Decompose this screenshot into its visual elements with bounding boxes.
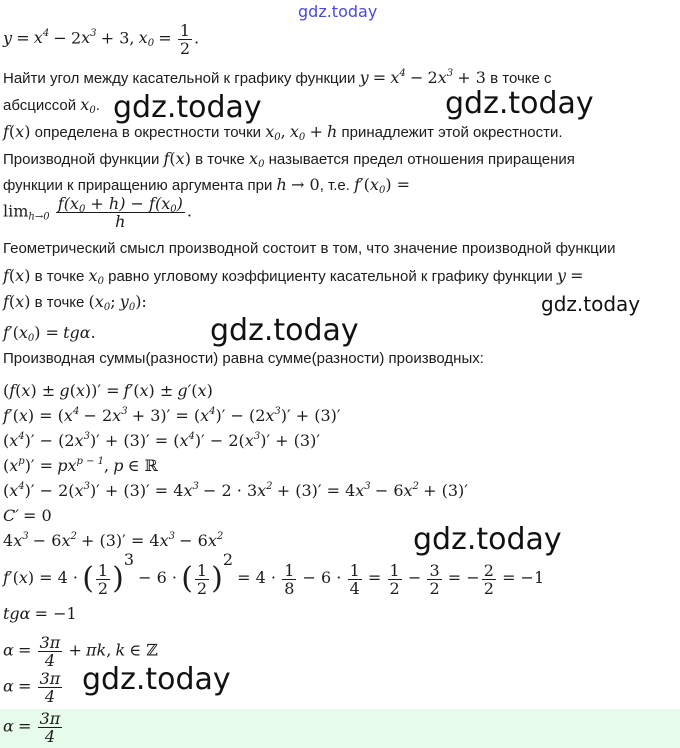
formula-const-factor: $(x^4)' - (2x^3)' + (3)' = (x^4)' - 2(x^3)' + (3)'$ [3, 431, 320, 450]
limit-formula: $\lim_{h\to 0}$ $\frac{f(x_0 + h) - f(x_0)}{h}$ . [3, 194, 192, 231]
geometric-meaning-3: f(x) в точке ($x_0$; $y_0$): [3, 292, 147, 313]
watermark: gdz.today [113, 90, 262, 125]
formula-result: $4x^3 - 6x^2 + (3)' = 4x^3 - 6x^2$ [3, 531, 224, 550]
derivative-def-line: Производной функции f(x) в точке $x_0$ называется предел отношения приращения [3, 149, 575, 170]
alpha-general: α = $\frac{3\pi}{4}$ + πk, k ∈ ℤ [3, 633, 158, 670]
increment-line: функции к приращению аргумента при h → 0, т.е. $f'(x_0)$ = [3, 175, 411, 196]
geometric-meaning: Геометрический смысл производной состоит в том, что значение производной функции [3, 240, 616, 257]
watermark: gdz.today [82, 662, 231, 697]
watermark: gdz.today [413, 522, 562, 557]
alpha-answer: α = $\frac{3\pi}{4}$ [3, 709, 61, 746]
watermark: gdz.today [445, 86, 594, 121]
formula-apply: $(x^4)' - 2(x^3)' + (3)' = 4x^3 - 2 \cdot 3x^2 + (3)' = 4x^3 - 6x^2 + (3)'$ [3, 481, 468, 500]
sum-rule: Производная суммы(разности) равна сумме(разности) производных: [3, 350, 484, 367]
formula-constant: C′ = 0 [3, 506, 52, 525]
geometric-meaning-2: f(x) в точке $x_0$ равно угловому коэффициенту касательной к графику функции y = [3, 266, 584, 287]
function-formula: $y = x^4 - 2x^3 + 3$, $x_0$ = $\frac{1}{2}$ . [3, 21, 200, 58]
definition-line: f(x) определена в окрестности точки $x_0$, $x_0 + h$ принадлежит этой окрестности. [3, 122, 563, 143]
formula-power-rule: $(x^p)' = px^{p - 1}$, p ∈ ℝ [3, 456, 158, 475]
formula-sum-rule: (f(x) ± g(x))′ = f′(x) ± g′(x) [3, 381, 213, 400]
formula-derivative: $f'(x) = (x^4 - 2x^3 + 3)' = (x^4)' - (2x^3)' + (3)'$ [3, 406, 341, 425]
abscissa-line: абсциссой $x_0$. [3, 95, 100, 116]
watermark: gdz.today [210, 313, 359, 348]
task-line: Найти угол между касательной к графику функции $y = x^4 - 2x^3 + 3$ в точке с [3, 68, 552, 87]
answer-highlight [0, 709, 680, 748]
tg-result: tgα = −1 [3, 604, 77, 623]
watermark: gdz.today [541, 292, 641, 316]
formula-evaluate: f′(x) = 4 · ( $\frac{1}{2}$ )$^3$ − 6 · ( $\frac{1}{2}$ )$^2$ = 4 · $\frac{1}{8}$ − 6 · $\frac{1}{4}$ = $\frac{1}{2}$ − $\frac{3}{2}$ = − $\frac{2}{2}$ = −1 [3, 550, 545, 598]
alpha-value: α = $\frac{3\pi}{4}$ [3, 669, 61, 706]
watermark-top: gdz.today [298, 2, 378, 21]
tangent-slope: $f'(x_0) = tg\alpha$. [3, 323, 96, 344]
